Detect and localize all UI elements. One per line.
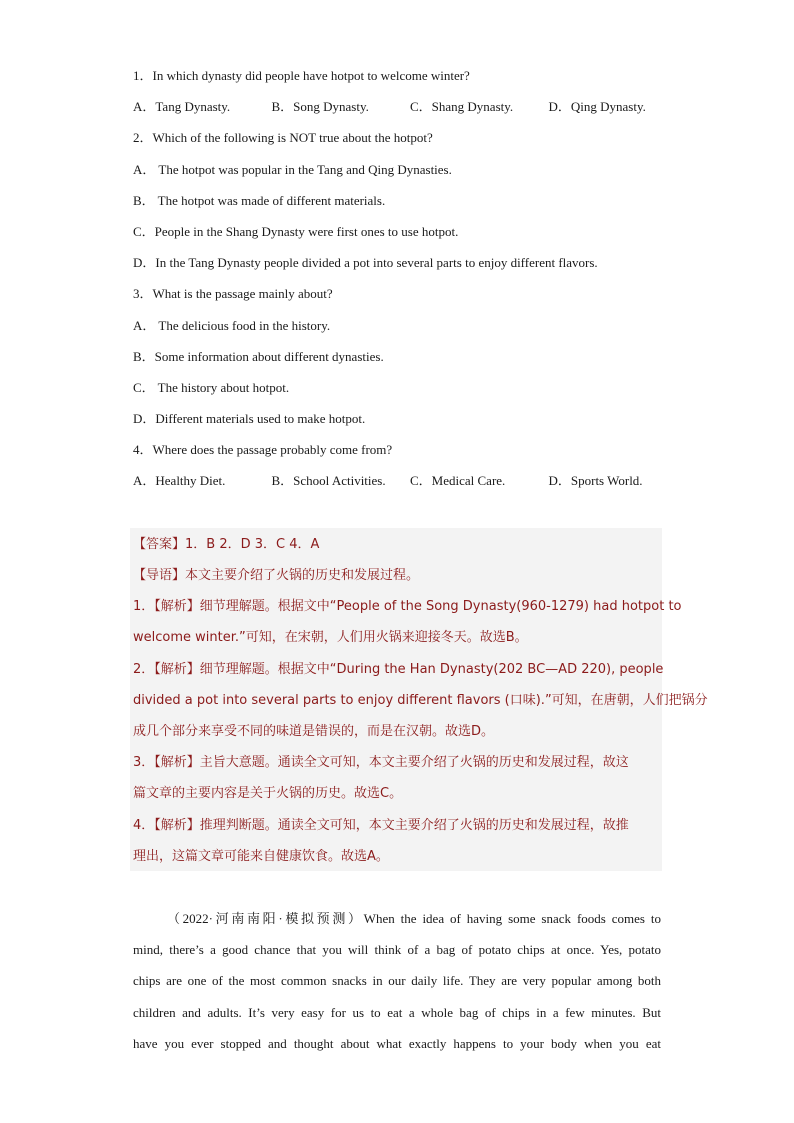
option-c: C．Medical Care. <box>410 473 506 489</box>
answer-key: 【答案】1．B 2．D 3．C 4．A <box>133 537 320 552</box>
explanation-line: 3．【解析】主旨大意题。通读全文可知，本文主要介绍了火锅的历史和发展过程，故这 <box>133 755 629 770</box>
option-row <box>133 91 663 122</box>
explanation-line: 理出，这篇文章可能来自健康饮食。故选A。 <box>133 849 389 864</box>
option-d: D．Sports World. <box>548 473 643 489</box>
question-stem: 4．Where does the passage probably come from? <box>133 442 393 458</box>
option-c: C．Shang Dynasty. <box>410 99 514 115</box>
option-a: A．Healthy Diet. <box>133 473 226 489</box>
questions-section <box>133 60 663 497</box>
question-stem: 2．Which of the following is NOT true about the hotpot? <box>133 130 433 146</box>
passage-line: （2022·河南南阳·模拟预测）When the idea of having some snack foods comes to <box>167 911 661 926</box>
explanation-line: welcome winter.”可知，在宋朝，人们用火锅来迎接冬天。故选B。 <box>133 630 528 645</box>
passage-line: chips are one of the most common snacks in our daily life. They are very popular among both <box>133 973 661 989</box>
explanation-line: divided a pot into several parts to enjoy different flavors (口味).”可知，在唐朝，人们把锅分 <box>133 693 708 708</box>
explanation-line: 4．【解析】推理判断题。通读全文可知，本文主要介绍了火锅的历史和发展过程，故推 <box>133 818 629 833</box>
explanation-line: 1．【解析】细节理解题。根据文中“People of the Song Dynasty(960-1279) had hotpot to <box>133 599 682 614</box>
passage-line: have you ever stopped and thought about what exactly happens to your body when you eat <box>133 1035 661 1051</box>
option-b: B．Some information about different dynasties. <box>133 348 384 364</box>
option-row <box>133 465 663 496</box>
question-stem: 1．In which dynasty did people have hotpot to welcome winter? <box>133 68 470 83</box>
option-d: D．In the Tang Dynasty people divided a pot into several parts to enjoy different flavors. <box>133 255 598 271</box>
option-c: C．People in the Shang Dynasty were first ones to use hotpot. <box>133 223 459 239</box>
reading-passage <box>133 903 661 1059</box>
option-b: B．School Activities. <box>271 473 386 489</box>
lead-summary: 【导语】本文主要介绍了火锅的历史和发展过程。 <box>133 568 420 583</box>
option-a: A． The delicious food in the history. <box>133 317 331 333</box>
answer-explanation-box <box>130 528 708 871</box>
option-d: D．Different materials used to make hotpot. <box>133 411 366 427</box>
question-stem: 3．What is the passage mainly about? <box>133 286 333 302</box>
explanation-line: 2．【解析】细节理解题。根据文中“During the Han Dynasty(202 BC—AD 220), people <box>133 662 664 677</box>
option-b: B． The hotpot was made of different materials. <box>133 192 386 208</box>
passage-line: children and adults. It’s very easy for us to eat a whole bag of chips in a few minutes. But <box>133 1004 661 1020</box>
explanation-line: 篇文章的主要内容是关于火锅的历史。故选C。 <box>133 786 403 801</box>
option-d: D．Qing Dynasty. <box>548 99 646 115</box>
option-c: C． The history about hotpot. <box>133 379 290 395</box>
option-a: A．Tang Dynasty. <box>133 99 231 115</box>
passage-line: mind, there’s a good chance that you will think of a bag of potato chips at once. Yes, potato <box>133 942 661 958</box>
option-b: B．Song Dynasty. <box>271 99 369 115</box>
option-a: A． The hotpot was popular in the Tang and Qing Dynasties. <box>133 161 452 177</box>
explanation-line: 成几个部分来享受不同的味道是错误的，而是在汉朝。故选D。 <box>133 724 495 739</box>
